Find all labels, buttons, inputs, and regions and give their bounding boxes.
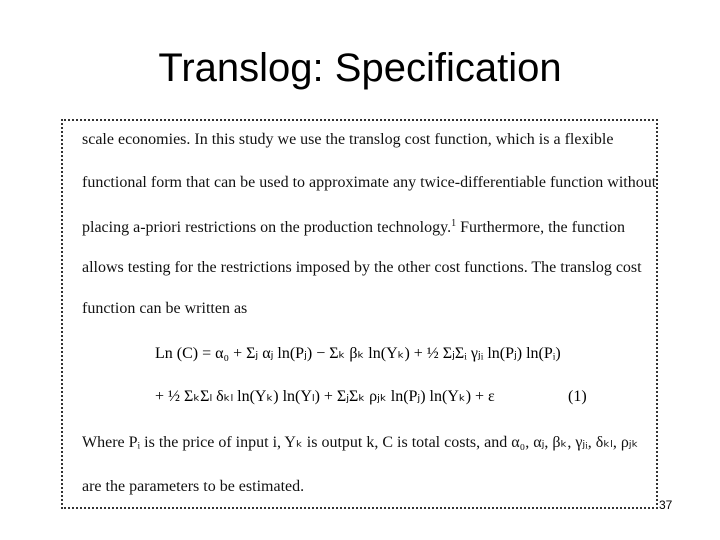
- document-excerpt: [61, 119, 658, 509]
- text-line: functional form that can be used to approximate any twice-differentiable function without: [82, 174, 657, 191]
- equation-line-2: + ½ ΣₖΣₗ δₖₗ ln(Yₖ) ln(Yₗ) + ΣⱼΣₖ ρⱼₖ ln(Pⱼ) ln(Yₖ) + ε: [155, 388, 495, 405]
- text-line: scale economies. In this study we use the translog cost function, which is a flexible: [82, 131, 614, 148]
- text-line: allows testing for the restrictions imposed by the other cost functions. The translog cost: [82, 259, 642, 276]
- slide-title: Translog: Specification: [158, 46, 562, 90]
- equation-number: (1): [568, 388, 587, 405]
- text-fragment: placing a-priori restrictions on the production technology.: [82, 219, 452, 236]
- page-number: 37: [659, 498, 673, 512]
- equation-line-1: Ln (C) = α₀ + Σⱼ αⱼ ln(Pⱼ) − Σₖ βₖ ln(Yₖ) + ½ ΣⱼΣᵢ γⱼᵢ ln(Pⱼ) ln(Pᵢ): [155, 345, 561, 362]
- where-line-2: are the parameters to be estimated.: [82, 478, 305, 495]
- text-fragment: Furthermore, the function: [456, 219, 625, 236]
- where-line-1: Where Pᵢ is the price of input i, Yₖ is output k, C is total costs, and α₀, αⱼ, βₖ, γⱼᵢ, δₖₗ, ρⱼₖ: [82, 434, 639, 451]
- text-line: function can be written as: [82, 300, 248, 317]
- text-line: [82, 214, 625, 238]
- footnote-marker: 1: [451, 218, 457, 229]
